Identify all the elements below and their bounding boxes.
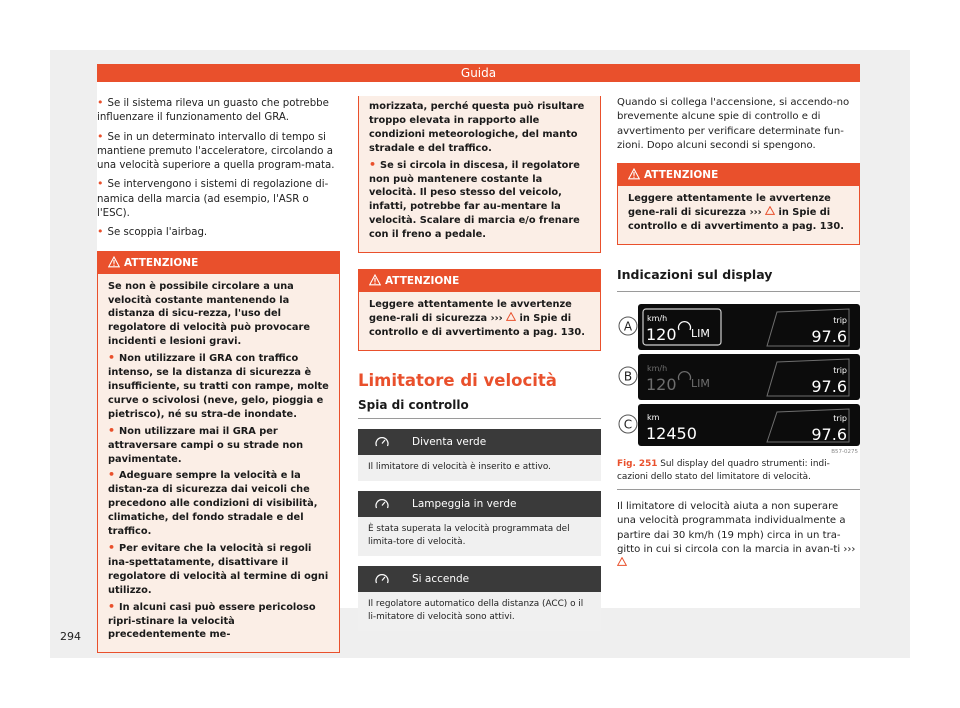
warning-triangle-icon: [369, 274, 381, 286]
bullet-paragraph: • Se intervengono i sistemi di regolazione di-namica della marcia (ad esempio, l'ASR o l'ESC).: [97, 177, 340, 221]
row-letter: C: [623, 417, 633, 432]
speed-limiter-icon: [374, 497, 390, 511]
warning-text-a: Leggere attentamente le avvertenze gene-rali di sicurezza ›››: [369, 299, 572, 324]
bullet-paragraph: • Se scoppia l'airbag.: [97, 225, 340, 240]
bullet-paragraph: • Se il sistema rileva un guasto che potrebbe influenzare il funzionamento del GRA.: [97, 96, 340, 126]
speed-limiter-icon: [374, 572, 390, 586]
warning-body: [98, 274, 339, 653]
warning-header: [98, 252, 339, 274]
warning-text-b: in Spie di controllo e di avvertimento a pag. 130.: [628, 207, 844, 232]
lamp-label: Lampeggia in verde: [412, 498, 517, 511]
warning-title: ATTENZIONE: [644, 169, 719, 182]
warning-intro: Se non è possibile circolare a una velocità costante mantenendo la distanza di sicu-rezza, l'uso del regolatore di velocità può provocare incidenti e lesioni gravi.: [108, 280, 310, 348]
display-illustration: [617, 302, 860, 454]
trip-value: 97.6: [811, 326, 847, 346]
warning-title: ATTENZIONE: [385, 275, 460, 288]
warning-bullet: • Non utilizzare mai il GRA per attraversare campi o su strade non pavimentate.: [108, 424, 331, 467]
lamp-description: Il regolatore automatico della distanza (ACC) o il li-mitatore di velocità sono attivi.: [358, 592, 601, 631]
warning-bullet: • Non utilizzare il GRA con traffico intenso, se la distanza di sicurezza è insufficiente, su tratti con rampe, molte curve o scivolosi (neve, gelo, pioggia e pietrisco), né su stra-de inondate.: [108, 351, 331, 422]
lamp-header: [358, 491, 601, 517]
warning-text-b: in Spie di controllo e di avvertimento a pag. 130.: [369, 312, 585, 338]
trip-value: 97.6: [811, 424, 847, 444]
lamp-row: [358, 566, 601, 631]
intro-paragraph: Quando si collega l'accensione, si accendo-no brevemente alcune spie di controllo e di avvertimento per verificare determinate fun-zioni. Dopo alcuni secondi si spengono.: [617, 97, 850, 151]
lamp-label: Si accende: [412, 573, 470, 586]
warning-bullet: • Se si circola in discesa, il regolatore non può mantenere costante la velocità. Il peso stesso del veicolo, infatti, potrebbe far au-mentare la velocità. Scalare di marcia e/o frenare con il freno a pedale.: [369, 158, 592, 242]
warning-text-a: Leggere attentamente le avvertenze gene-rali di sicurezza ›››: [628, 193, 831, 219]
column-1: [97, 96, 340, 653]
warning-box: [617, 163, 860, 245]
speed-unit: km/h: [647, 363, 668, 373]
figure-caption: [617, 458, 860, 490]
warning-box: [97, 251, 340, 654]
body-paragraph: [617, 500, 860, 571]
speed-unit: km/h: [647, 313, 668, 323]
paragraph-text: Il limitatore di velocità aiuta a non superare una velocità programmata individualmente a partire dai 30 km/h (19 mph) circa in un tra-gitto in cui si circola con la marcia in avan-ti ›››: [617, 501, 856, 555]
odometer-unit: km: [647, 412, 660, 422]
lim-label: LIM: [691, 326, 710, 340]
display-row-a: [619, 304, 860, 350]
figure-caption-text: Sul display del quadro strumenti: indi-cazioni dello stato del limitatore di velocità.: [617, 458, 830, 482]
warning-bullet: • Per evitare che la velocità si regoli ina-spettatamente, disattivare il regolatore di velocità al termine di ogni utilizzo.: [108, 541, 331, 598]
speed-limiter-icon: [374, 435, 390, 449]
lamp-label: Diventa verde: [412, 435, 487, 448]
warning-text: [628, 192, 851, 234]
warning-triangle-icon: [765, 206, 775, 215]
warning-bullet: • In alcuni casi può essere pericoloso ripri-stinare la velocità precedentemente me-: [108, 600, 331, 643]
lamp-row: [358, 429, 601, 482]
trip-label: trip: [833, 413, 847, 423]
sub-title: Spia di controllo: [358, 398, 601, 419]
column-2: [358, 96, 601, 631]
trip-value: 97.6: [811, 376, 847, 396]
display-row-b: [619, 354, 860, 400]
warning-body: [359, 292, 600, 350]
trip-label: trip: [833, 315, 847, 325]
speed-value: 120: [646, 374, 677, 394]
section-header: Guida: [97, 64, 860, 82]
trip-label: trip: [833, 365, 847, 375]
lamp-description: È stata superata la velocità programmata del limita-tore di velocità.: [358, 517, 601, 556]
warning-triangle-icon: [628, 168, 640, 180]
row-letter: B: [623, 369, 633, 384]
warning-body: [359, 96, 600, 252]
warning-title: ATTENZIONE: [124, 256, 199, 269]
warning-header: [618, 164, 859, 186]
lim-label: LIM: [691, 376, 710, 390]
warning-header: [359, 270, 600, 292]
page-number: 294: [60, 630, 81, 643]
warning-text: [369, 298, 592, 340]
lamp-header: [358, 429, 601, 455]
warning-intro: morizzata, perché questa può risultare troppo elevata in rapporto alle condizioni meteorologiche, del manto stradale e del traffico.: [369, 101, 585, 154]
display-row-c: [619, 404, 860, 446]
warning-body: [618, 186, 859, 244]
lamp-header: [358, 566, 601, 592]
row-letter: A: [623, 319, 633, 334]
lamp-row: [358, 491, 601, 556]
figure-code: B57-0275: [831, 448, 858, 454]
bullet-paragraph: • Se in un determinato intervallo di tempo si mantiene premuto l'acceleratore, circolando a una velocità superiore a quella program-mata.: [97, 130, 340, 174]
warning-bullet: • Adeguare sempre la velocità e la distan-za di sicurezza dai veicoli che precedono alle condizioni di visibilità, climatiche, del fondo stradale e del traffico.: [108, 468, 331, 539]
lamp-description: Il limitatore di velocità è inserito e attivo.: [358, 455, 601, 482]
section-heading: Indicazioni sul display: [617, 267, 860, 292]
warning-box: [358, 269, 601, 351]
warning-triangle-icon: [506, 312, 516, 321]
warning-box-continued: [358, 96, 601, 253]
warning-triangle-icon: [108, 256, 120, 268]
figure-display: [617, 302, 860, 454]
section-title: Limitatore di velocità: [358, 370, 557, 390]
column-3: [617, 96, 860, 576]
figure-label: Fig. 251: [617, 458, 658, 469]
odometer-value: 12450: [646, 423, 697, 443]
warning-triangle-icon: [617, 557, 627, 566]
speed-value: 120: [646, 324, 677, 344]
